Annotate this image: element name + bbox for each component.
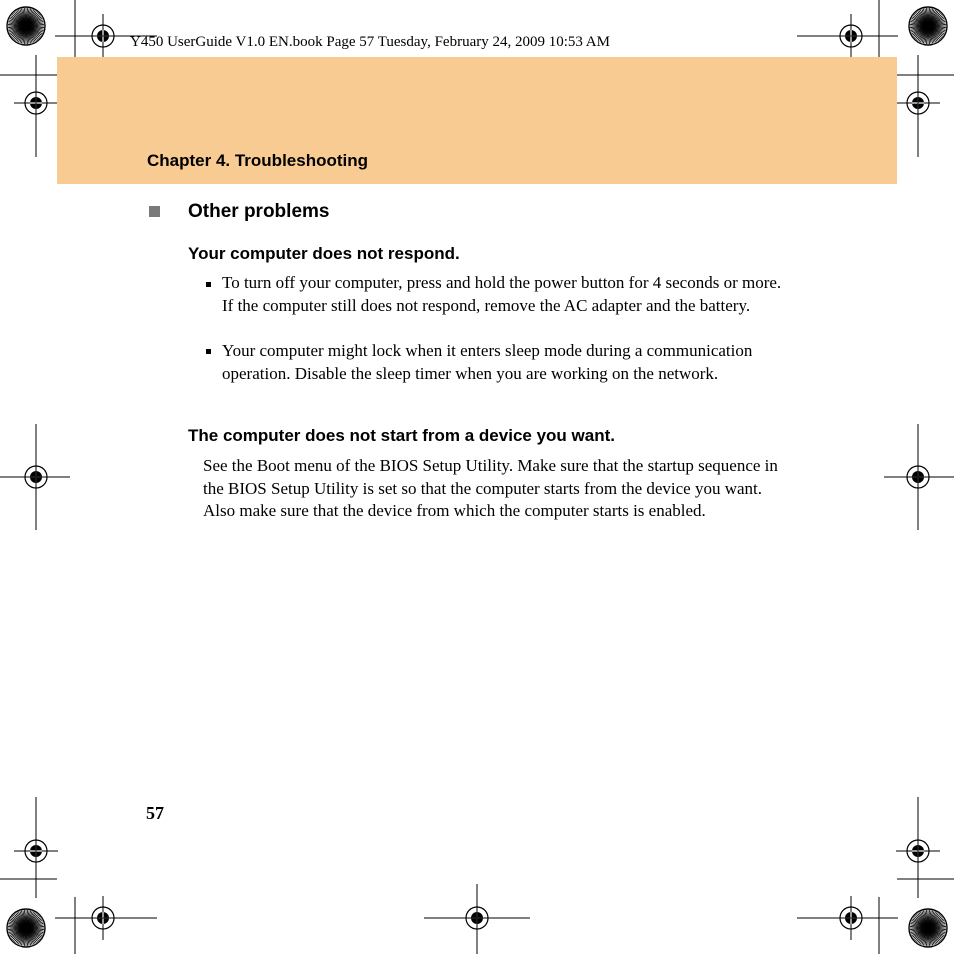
starburst-mark-icon <box>909 909 947 947</box>
subsection-heading: Your computer does not respond. <box>188 244 460 263</box>
starburst-mark-icon <box>7 909 45 947</box>
bullet-item: Your computer might lock when it enters sleep mode during a communication operation. Disable the sleep timer when you are working on the network. <box>222 341 753 383</box>
starburst-mark-icon <box>909 7 947 45</box>
body-paragraph: See the Boot menu of the BIOS Setup Utility. Make sure that the startup sequence in the BIOS Setup Utility is set so that the computer starts from the device you want. Also make sure that the device from which the computer starts is enabled. <box>203 456 778 520</box>
subsection-heading: The computer does not start from a device you want. <box>188 426 615 445</box>
page-number: 57 <box>146 803 164 823</box>
print-header-line: Y450 UserGuide V1.0 EN.book Page 57 Tuesday, February 24, 2009 10:53 AM <box>130 34 610 50</box>
starburst-mark-icon <box>7 7 45 45</box>
bullet-square-icon <box>206 349 211 354</box>
bullet-square-icon <box>206 282 211 287</box>
section-title: Other problems <box>188 201 330 222</box>
section-bullet-icon <box>149 206 160 217</box>
chapter-title: Chapter 4. Troubleshooting <box>147 151 369 170</box>
bullet-item: To turn off your computer, press and hold the power button for 4 seconds or more. If the computer still does not respond, remove the AC adapter and the battery. <box>222 273 782 315</box>
